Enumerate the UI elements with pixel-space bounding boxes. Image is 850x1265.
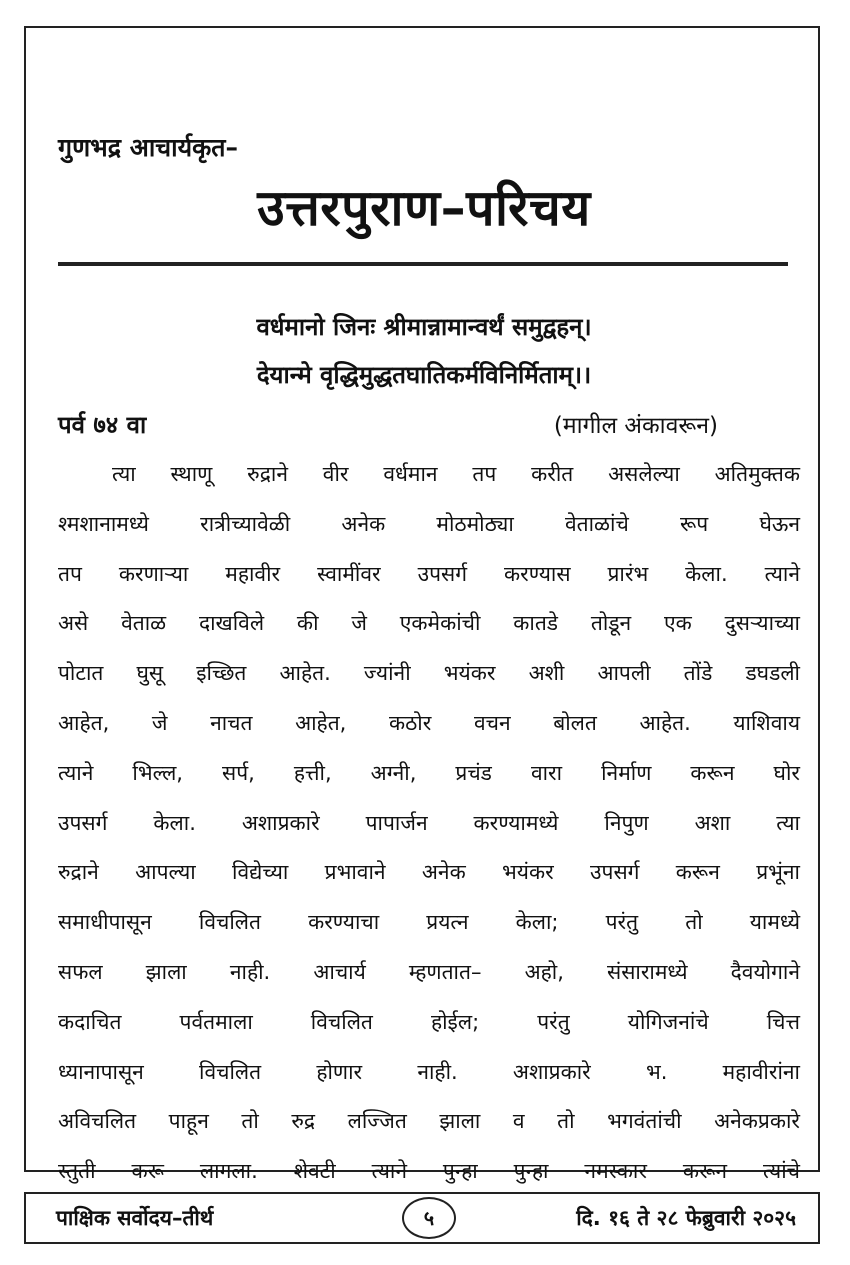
- body-line: त्याने भिल्ल, सर्प, हत्ती, अग्नी, प्रचंड वारा निर्माण करून घोर: [58, 760, 800, 785]
- page-footer: [24, 1192, 820, 1244]
- continued-note: (मागील अंकावरून): [553, 413, 718, 439]
- body-line: आहेत, जे नाचत आहेत, कठोर वचन बोलत आहेत. याशिवाय: [58, 710, 800, 735]
- article-title: उत्तरपुराण–परिचय: [257, 179, 591, 237]
- body-line: असे वेताळ दाखविले की जे एकमेकांची कातडे तोडून एक दुसऱ्याच्या: [58, 611, 800, 636]
- article-frame: [24, 26, 820, 1184]
- verse-line-2: देयान्मे वृद्धिमुद्धतघातिकर्मविनिर्मिताम्।।: [256, 361, 592, 389]
- title-divider: [58, 262, 788, 266]
- publication-name: पाक्षिक सर्वोदय–तीर्थ: [56, 1206, 214, 1230]
- verse-line-1: वर्धमानो जिनः श्रीमान्नामान्वर्थं समुद्वहन्।: [256, 313, 592, 341]
- page-number-badge: ५: [402, 1197, 456, 1239]
- body-line: समाधीपासून विचलित करण्याचा प्रयत्न केला; परंतु तो यामध्ये: [58, 910, 800, 935]
- body-line: सफल झाला नाही. आचार्य म्हणतात– अहो, संसारामध्ये दैवयोगाने: [58, 959, 800, 984]
- body-line: उपसर्ग केला. अशाप्रकारे पापार्जन करण्यामध्ये निपुण अशा त्या: [58, 810, 800, 835]
- author-line: गुणभद्र आचार्यकृत–: [58, 133, 239, 162]
- body-line: कदाचित पर्वतमाला विचलित होईल; परंतु योगिजनांचे चित्त: [58, 1009, 800, 1034]
- body-line: ध्यानापासून विचलित होणार नाही. अशाप्रकारे भ. महावीरांना: [58, 1059, 800, 1084]
- body-line: स्तुती करू लागला. शेवटी त्याने पुन्हा पुन्हा नमस्कार करून त्यांचे: [58, 1159, 800, 1184]
- body-line: तप करणाऱ्या महावीर स्वामींवर उपसर्ग करण्यास प्रारंभ केला. त्याने: [58, 561, 800, 586]
- body-paragraph: [58, 450, 800, 1197]
- body-line: पोटात घुसू इच्छित आहेत. ज्यांनी भयंकर अशी आपली तोंडे डघडली: [58, 661, 800, 686]
- issue-date: दि. १६ ते २८ फेब्रुवारी २०२५: [576, 1206, 796, 1230]
- body-line: त्या स्थाणू रुद्राने वीर वर्धमान तप करीत असलेल्या अतिमुक्तक: [112, 462, 800, 486]
- parva-label: पर्व ७४ वा: [58, 411, 147, 439]
- body-line: श्मशानामध्ये रात्रीच्यावेळी अनेक मोठमोठ्या वेताळांचे रूप घेऊन: [58, 511, 800, 536]
- body-line: अविचलित पाहून तो रुद्र लज्जित झाला व तो भगवंतांची अनेकप्रकारे: [58, 1109, 800, 1134]
- body-line: रुद्राने आपल्या विद्येच्या प्रभावाने अनेक भयंकर उपसर्ग करून प्रभूंना: [58, 860, 800, 885]
